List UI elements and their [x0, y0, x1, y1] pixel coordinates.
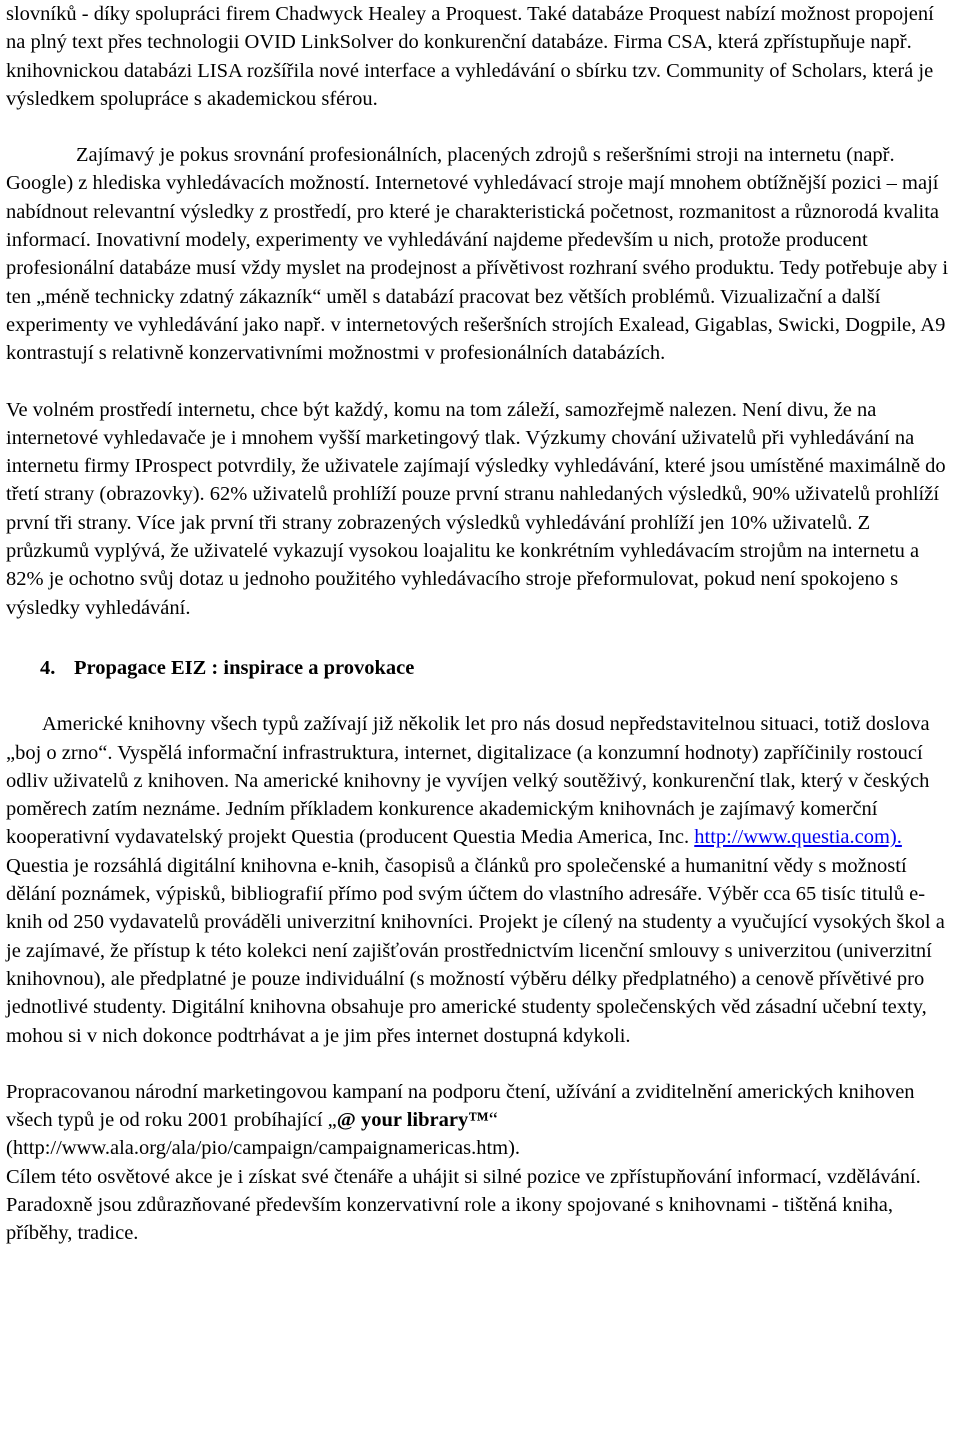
- paragraph-text: Questia je rozsáhlá digitální knihovna e-knih, časopisů a článků pro společenské a humanitní vědy s možností dělání poznámek, výpisků, bibliografií přímo pod svým účtem do vlastního adresáře. Výběr cca 65 tisíc titulů e-knih od 250 vydavatelů prováděli univerzitní knihovníci. Projekt je cílený na studenty a vyučující vysokých škol a je zajímavé, že přístup k této kolekci není zajišťován prostřednictvím licenční smlouvy s univerzitou (univerzitní knihovnou), ale předplatné je pouze individuální (s možností výběru délky předplatného) a cenově přívětivé pro jednotlivé studenty. Digitální knihovna obsahuje pro americké studenty společenských věd zásadní učební texty, mohou si v nich dokonce podtrhávat a je jim přes internet dostupná kdykoli.: [6, 854, 945, 1047]
- section-heading: [6, 654, 954, 682]
- paragraph-spacer: [6, 682, 954, 710]
- paragraph-search-engine-comparison: Zajímavý je pokus srovnání profesionálních, placených zdrojů s rešeršními stroji na internetu (např. Google) z hlediska vyhledávacích možností. Internetové vyhledávací stroje mají mnohem obtížnější pozici – mají nabídnout relevantní výsledky z prostředí, pro které je charakteristická početnost, rozmanitost a různorodá kvalita informací. Inovativní modely, experimenty ve vyhledávání najdeme především u nich, protože producent profesionální databáze musí vždy myslet na prodejnost a přívětivost rozhraní svého produktu. Tedy potřebuje aby i ten „méně technicky zdatný zákazník“ uměl s databází pracovat bez větších problémů. Vizualizační a další experimenty ve vyhledávání jako např. v internetových rešeršních strojích Exalead, Gigablas, Swicki, Dogpile, A9 kontrastují s relativně konzervativními možnostmi v profesionálních databázích.: [6, 144, 949, 365]
- paragraph-spacer: [6, 622, 954, 654]
- campaign-name: @ your library™: [336, 1109, 489, 1132]
- paragraph-text: Propracovanou národní marketingovou kampaní na podporu čtení, užívání a zviditelnění amerických knihoven všech typů je od roku 2001 probíhající „: [6, 1080, 915, 1132]
- paragraph-text: Americké knihovny všech typů zažívají již několik let pro nás dosud nepředstavitelnou situaci, totiž doslova „boj o zrno“. Vyspělá informační infrastruktura, internet, digitalizace (a konzumní hodnoty) zapříčinily rostoucí odliv uživatelů z knihoven. Na americké knihovny je vyvíjen velký soutěživý, konkurenční tlak, který v českých poměrech zatím neznáme. Jedním příkladem konkurence akademickým knihovnách je zajímavý komerční kooperativní vydavatelský projekt Questia (producent Questia Media America, Inc.: [6, 713, 930, 849]
- questia-link[interactable]: http://www.questia.com).: [694, 826, 902, 849]
- paragraph-campaign: [6, 1078, 954, 1163]
- paragraph-spacer: [6, 368, 954, 396]
- section-title: Propagace EIZ : inspirace a provokace: [74, 656, 415, 679]
- paragraph-american-libraries: [6, 710, 954, 1050]
- paragraph-text: “ (http://www.ala.org/ala/pio/campaign/campaignamericas.htm).: [6, 1109, 521, 1160]
- section-number: 4.: [40, 656, 56, 679]
- paragraph-internet-marketing: Ve volném prostředí internetu, chce být každý, komu na tom záleží, samozřejmě nalezen. Není divu, že na internetové vyhledavače je i mnohem vyšší marketingový tlak. Výzkumy chování uživatelů při vyhledávání na internetu firmy IProspect potvrdily, že uživatele zajímají výsledky vyhledávání, které jsou umístěné maximálně do třetí strany (obrazovky). 62% uživatelů prohlíží pouze první stranu nahledaných výsledků, 90% uživatelů prohlíží první tři strany. Více jak první tři strany zobrazených výsledků vyhledávání prohlíží jen 10% uživatelů. Z průzkumů vyplývá, že uživatelé vykazují vysokou loajalitu ke konkrétním vyhledávacím strojům na internetu a 82% je ochotno svůj dotaz u jednoho použitého vyhledávacího stroje přeformulovat, pokud není spokojeno s výsledky vyhledávání.: [6, 398, 946, 619]
- paragraph-campaign-goal: Cílem této osvětové akce je i získat své čtenáře a uhájit si silné pozice ve zpřístupňování informací, vzdělávání. Paradoxně jsou zdůrazňované především konzervativní role a ikony spojované s knihovnami - tištěná kniha, příběhy, tradice.: [6, 1165, 921, 1245]
- paragraph-spacer: [6, 1050, 954, 1078]
- paragraph-chadwyck-proquest: slovníků - díky spolupráci firem Chadwyck Healey a Proquest. Také databáze Proquest nabízí možnost propojení na plný text přes technologii OVID LinkSolver do konkurenční databáze. Firma CSA, která zpřístupňuje např. knihovnickou databázi LISA rozšířila nové interface a vyhledávání o sbírku tzv. Community of Scholars, která je výsledkem spolupráce s akademickou sférou.: [6, 3, 934, 110]
- paragraph-spacer: [6, 113, 954, 141]
